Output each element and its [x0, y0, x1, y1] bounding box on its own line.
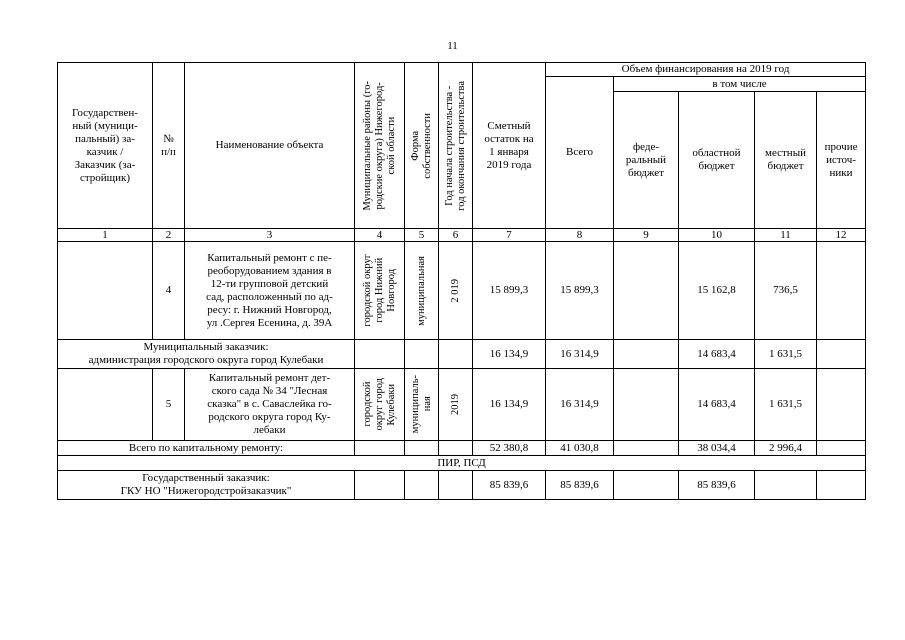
row4-ownership: муниципальная: [405, 242, 439, 340]
col-num: 2: [153, 229, 185, 242]
header-name: Наименование объекта: [185, 63, 355, 229]
header-federal: феде- ральный бюджет: [614, 92, 679, 229]
row4-year: 2 019: [439, 242, 473, 340]
customer-state-total: 85 839,6: [546, 471, 614, 500]
total-repair-label: Всего по капитальному ремонту:: [58, 441, 355, 456]
column-numbers-row: [58, 229, 866, 242]
financing-table: [57, 62, 866, 500]
row5-other: [817, 369, 866, 441]
row5-name: Капитальный ремонт дет- ского сада № 34 "Лесная сказка" в с. Саваслейка го- родского округа город Ку- лебаки: [185, 369, 355, 441]
row4-estimate: 15 899,3: [473, 242, 546, 340]
col-num: 4: [355, 229, 405, 242]
total-repair-local: 2 996,4: [755, 441, 817, 456]
col-num: 3: [185, 229, 355, 242]
header-regional: областной бюджет: [679, 92, 755, 229]
section-row: [58, 456, 866, 471]
header-customer: Государствен- ный (муници- пальный) за- казчик / Заказчик (за- стройщик): [58, 63, 153, 229]
col-num: 12: [817, 229, 866, 242]
row4-other: [817, 242, 866, 340]
customer-state-estimate: 85 839,6: [473, 471, 546, 500]
row4-federal: [614, 242, 679, 340]
row4-no: 4: [153, 242, 185, 340]
row5-estimate: 16 134,9: [473, 369, 546, 441]
row5-local: 1 631,5: [755, 369, 817, 441]
total-repair-total: 41 030,8: [546, 441, 614, 456]
header-including: в том числе: [614, 77, 866, 92]
row5-total: 16 314,9: [546, 369, 614, 441]
customer-kulebaki-label: Муниципальный заказчик: администрация городского округа город Кулебаки: [58, 340, 355, 369]
table-row: [58, 242, 866, 340]
row5-year: 2019: [439, 369, 473, 441]
row5-district: городской округ город Кулебаки: [355, 369, 405, 441]
customer-state-label: Государственный заказчик: ГКУ НО "Нижегородстройзаказчик": [58, 471, 355, 500]
row4-customer: [58, 242, 153, 340]
header-row-1: [58, 63, 866, 77]
table-row: [58, 340, 866, 369]
total-repair-estimate: 52 380,8: [473, 441, 546, 456]
customer-kulebaki-total: 16 314,9: [546, 340, 614, 369]
table-row: [58, 471, 866, 500]
row5-regional: 14 683,4: [679, 369, 755, 441]
header-no: № п/п: [153, 63, 185, 229]
customer-kulebaki-local: 1 631,5: [755, 340, 817, 369]
section-title: ПИР, ПСД: [58, 456, 866, 471]
row5-no: 5: [153, 369, 185, 441]
col-num: 6: [439, 229, 473, 242]
customer-kulebaki-estimate: 16 134,9: [473, 340, 546, 369]
row4-district: городской округ город Нижний Новгород: [355, 242, 405, 340]
table-row: [58, 369, 866, 441]
header-years: Год начала строительства - год окончания строительства: [439, 63, 473, 229]
col-num: 11: [755, 229, 817, 242]
page-number: 11: [447, 40, 458, 52]
col-num: 8: [546, 229, 614, 242]
row4-total: 15 899,3: [546, 242, 614, 340]
header-total: Всего: [546, 77, 614, 229]
total-repair-regional: 38 034,4: [679, 441, 755, 456]
row5-ownership: муниципаль- ная: [405, 369, 439, 441]
header-other: прочие источ- ники: [817, 92, 866, 229]
customer-state-regional: 85 839,6: [679, 471, 755, 500]
table-row: [58, 441, 866, 456]
header-district: Муниципальные районы (го- родские округа) Нижегород- ской области: [355, 63, 405, 229]
header-local: местный бюджет: [755, 92, 817, 229]
header-estimate: Сметный остаток на 1 января 2019 года: [473, 63, 546, 229]
header-funding: Объем финансирования на 2019 год: [546, 63, 866, 77]
row4-regional: 15 162,8: [679, 242, 755, 340]
col-num: 10: [679, 229, 755, 242]
header-ownership: Форма собственности: [405, 63, 439, 229]
row5-federal: [614, 369, 679, 441]
col-num: 9: [614, 229, 679, 242]
row5-customer: [58, 369, 153, 441]
row4-name: Капитальный ремонт с пе- реоборудованием здания в 12-ти групповой детский сад, расположенный по ад- ресу: г. Нижний Новгород, ул .Сергея Есенина, д. 39А: [185, 242, 355, 340]
col-num: 7: [473, 229, 546, 242]
customer-kulebaki-regional: 14 683,4: [679, 340, 755, 369]
col-num: 5: [405, 229, 439, 242]
col-num: 1: [58, 229, 153, 242]
row4-local: 736,5: [755, 242, 817, 340]
